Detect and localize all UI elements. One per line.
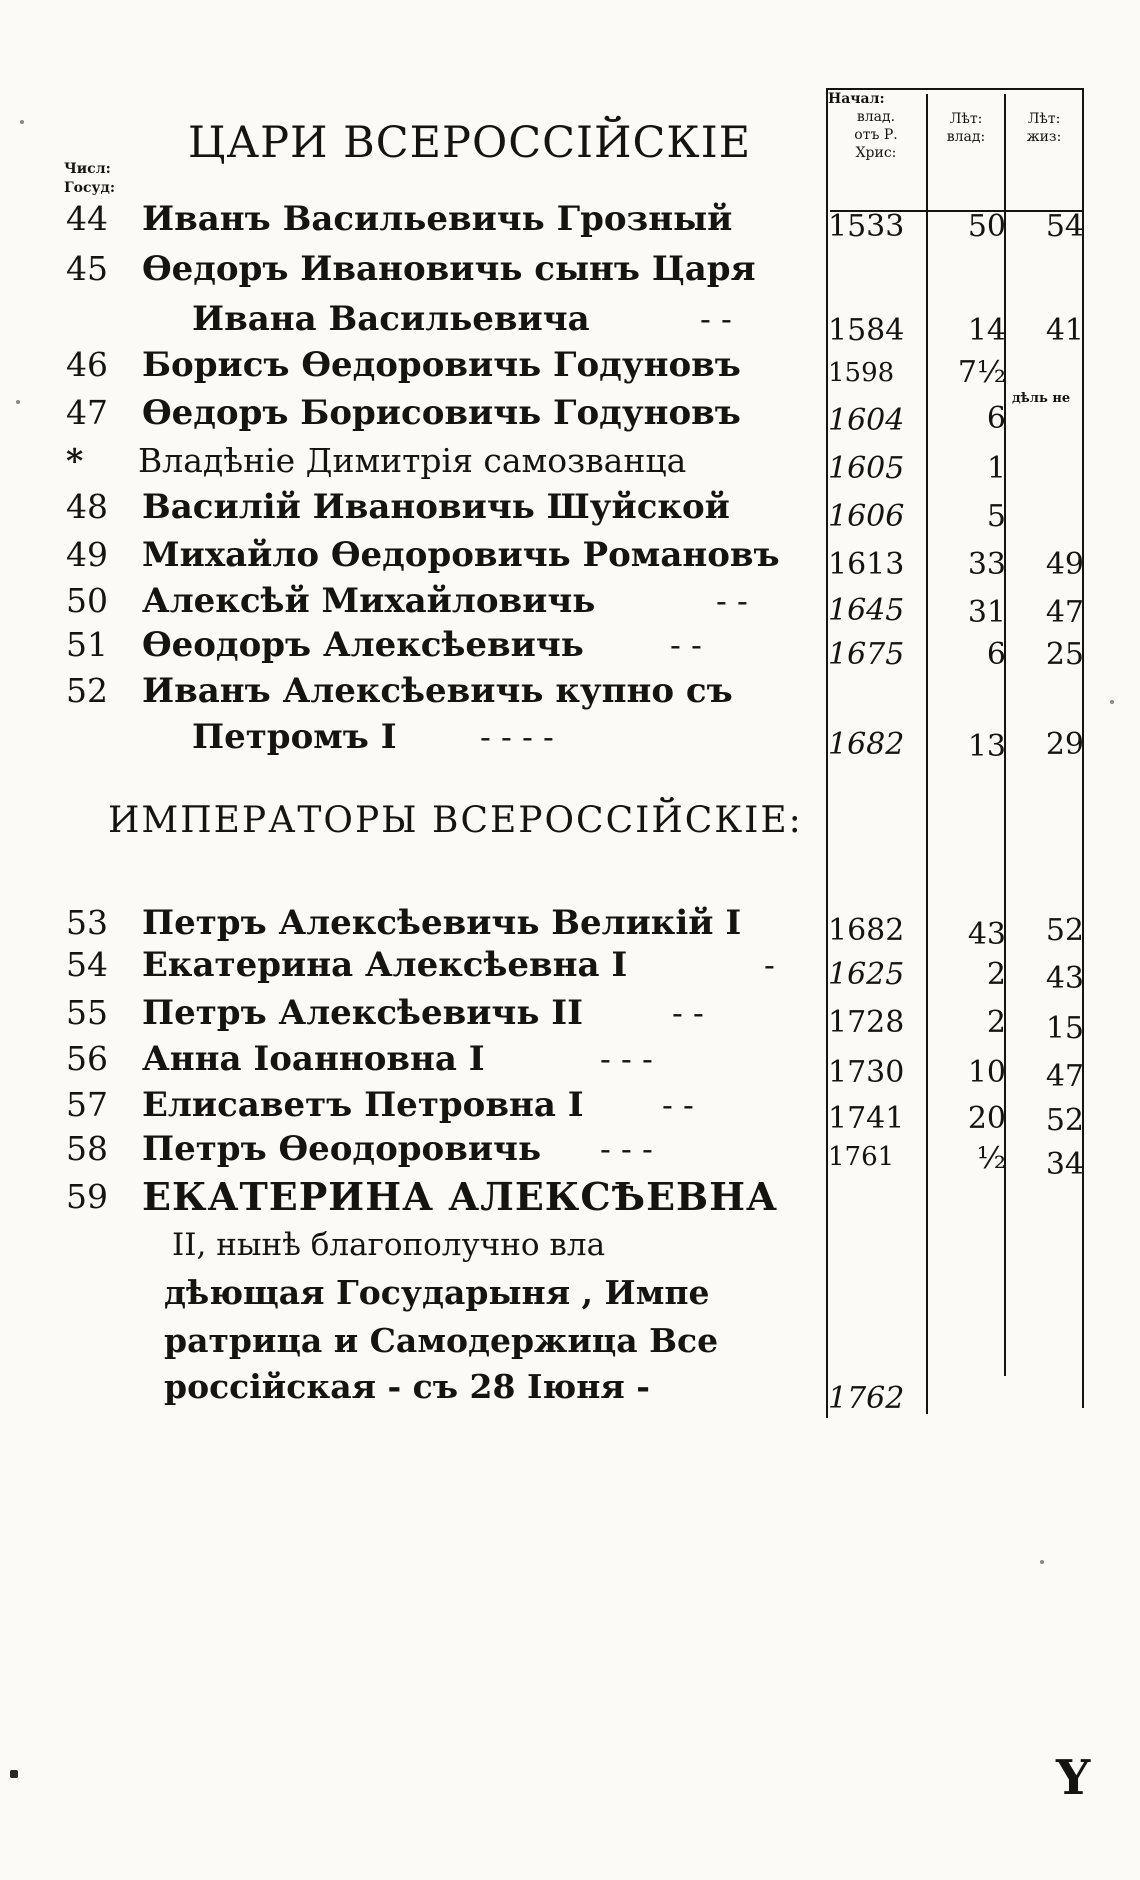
reign-start: 1675 xyxy=(828,637,905,672)
reign-years: 6 xyxy=(986,401,1006,436)
table-row xyxy=(0,1082,1140,1138)
ruler-number: 52 xyxy=(66,671,108,710)
table-row xyxy=(0,668,1140,714)
table-row-continuation xyxy=(0,714,1140,764)
table-row xyxy=(0,942,1140,996)
table-row-continuation xyxy=(0,1318,1140,1364)
ruler-number: 53 xyxy=(66,903,108,942)
table-row xyxy=(0,990,1140,1046)
ruler-name: ЕКАТЕРИНА АЛЕКСѢЕВНА xyxy=(142,1174,778,1219)
column-header-start: Начал: влад. отъ Р. Хрис: xyxy=(828,91,898,161)
ruler-name: Борисъ Ѳедоровичь Годуновъ xyxy=(142,345,741,385)
ruler-number: 58 xyxy=(66,1129,108,1168)
life-years: 34 xyxy=(1045,1147,1084,1182)
reign-start: 1762 xyxy=(828,1381,905,1416)
life-years: 47 xyxy=(1045,595,1084,630)
reign-years: 2 xyxy=(986,1005,1006,1040)
ruler-name: Петръ Алексѣевичь Великій I xyxy=(142,903,742,943)
reign-start: 1682 xyxy=(828,727,905,762)
ruler-name: Ѳедоръ Борисовичь Годуновъ xyxy=(142,393,741,433)
reign-start: 1606 xyxy=(828,499,905,534)
ruler-name-continued: Петромъ I xyxy=(192,717,397,757)
ruler-number: 55 xyxy=(66,993,108,1032)
table-row xyxy=(0,196,1140,242)
ruler-number: 56 xyxy=(66,1039,108,1078)
reign-years: 33 xyxy=(967,547,1006,582)
reign-start: 1613 xyxy=(828,547,905,582)
life-years: 43 xyxy=(1045,961,1084,996)
paper-speck xyxy=(10,1770,18,1778)
leader-dashes: - - - - xyxy=(480,718,554,756)
ruler-name-continued: Ивана Васильевича xyxy=(192,299,590,339)
table-row xyxy=(0,1036,1140,1094)
ruler-number: 45 xyxy=(66,249,108,288)
leader-dashes: - - xyxy=(670,626,702,664)
table-row-continuation xyxy=(0,1270,1140,1316)
reign-start: 1730 xyxy=(828,1055,905,1090)
reign-start: 1682 xyxy=(828,913,905,948)
ruler-title-line: ратрица и Самодержица Все xyxy=(164,1321,719,1360)
life-years: 41 xyxy=(1045,313,1084,348)
life-years: 29 xyxy=(1045,727,1084,762)
leader-dashes: - - - xyxy=(600,1040,653,1078)
reign-years: 6 xyxy=(986,637,1006,672)
table-row xyxy=(0,532,1140,582)
table-row xyxy=(0,1174,1140,1220)
reign-start: 1761 xyxy=(828,1142,895,1172)
column-header-reign: Лѣт: влад: xyxy=(946,111,986,145)
reign-years: 7½ xyxy=(957,355,1006,390)
ruler-number: 51 xyxy=(66,625,108,664)
ruler-name: Петръ Алексѣевичь II xyxy=(142,993,584,1033)
ruler-number: 50 xyxy=(66,581,108,620)
life-years: 54 xyxy=(1045,209,1084,244)
table-row xyxy=(0,342,1140,388)
ruler-name: Елисаветъ Петровна I xyxy=(142,1085,584,1125)
table-row xyxy=(0,246,1140,292)
table-row xyxy=(0,900,1140,952)
leader-dashes: - - xyxy=(716,582,748,620)
ruler-name: Ѳедоръ Ивановичь сынъ Царя xyxy=(142,249,756,289)
section-title: ИМПЕРАТОРЫ ВСЕРОССІЙСКІЕ: xyxy=(108,800,803,841)
column-header-age: Лѣт: жиз: xyxy=(1026,111,1062,145)
reign-years: 50 xyxy=(967,209,1006,244)
reign-years: 5 xyxy=(986,499,1006,534)
age-note: дѣль не xyxy=(1012,391,1071,406)
ruler-number: 47 xyxy=(66,393,108,432)
ruler-name: Василій Ивановичь Шуйской xyxy=(142,487,730,527)
reign-start: 1741 xyxy=(828,1101,905,1136)
reign-start: 1605 xyxy=(828,451,905,486)
leader-dashes: - - xyxy=(700,300,732,338)
reign-years: 20 xyxy=(967,1101,1006,1136)
ruler-number: 48 xyxy=(66,487,108,526)
ruler-number: 59 xyxy=(66,1177,108,1216)
ruler-title-line: россійская - съ 28 Іюня - xyxy=(164,1367,650,1406)
ruler-number: 44 xyxy=(66,199,108,238)
paper-speck xyxy=(1110,700,1114,704)
reign-start: 1598 xyxy=(828,358,895,388)
leader-dashes: - - - xyxy=(600,1130,653,1168)
ruler-name: Иванъ Васильевичь Грозный xyxy=(142,199,733,239)
ruler-title-line: дѣющая Государыня , Импе xyxy=(164,1273,710,1312)
ruler-name: Иванъ Алексѣевичь купно съ xyxy=(142,671,733,711)
table-row-continuation xyxy=(0,1364,1140,1416)
table-row xyxy=(0,1126,1140,1182)
paper-speck xyxy=(1040,1560,1044,1564)
reign-years: 31 xyxy=(967,595,1006,630)
ruler-number: 57 xyxy=(66,1085,108,1124)
reign-years: 2 xyxy=(986,957,1006,992)
leader-dashes: - - xyxy=(662,1086,694,1124)
table-row-continuation xyxy=(0,296,1140,348)
table-row xyxy=(0,484,1140,534)
ruler-number: 49 xyxy=(66,535,108,574)
life-years: 49 xyxy=(1045,547,1084,582)
reign-start: 1604 xyxy=(828,403,905,438)
table-row xyxy=(0,622,1140,672)
ruler-title-line: II, нынѣ благополучно вла xyxy=(172,1227,606,1263)
life-years: 52 xyxy=(1045,1103,1084,1138)
ruler-name: Алексѣй Михайловичь xyxy=(142,581,596,621)
page-title: ЦАРИ ВСЕРОССІЙСКІЕ xyxy=(188,118,752,168)
table-row xyxy=(0,438,1140,484)
ruler-number: 54 xyxy=(66,945,108,984)
reign-start: 1645 xyxy=(828,593,905,628)
ruler-number: * xyxy=(66,441,84,480)
ruler-name: Петръ Ѳеодоровичь xyxy=(142,1129,542,1169)
table-row xyxy=(0,578,1140,630)
reign-years: 1 xyxy=(986,451,1006,486)
paper-speck xyxy=(20,120,24,124)
signature-mark: Y xyxy=(1056,1750,1091,1806)
ruler-name: Ѳеодоръ Алексѣевичь xyxy=(142,625,584,665)
reign-years: 14 xyxy=(967,313,1006,348)
reign-start: 1533 xyxy=(828,209,905,244)
reign-years: 13 xyxy=(967,729,1006,764)
ruler-name: Михайло Ѳедоровичь Романовъ xyxy=(142,535,780,575)
ruler-number: 46 xyxy=(66,345,108,384)
ruler-name: Анна Іоанновна I xyxy=(142,1039,485,1079)
life-years: 52 xyxy=(1045,913,1084,948)
life-years: 25 xyxy=(1045,637,1084,672)
reign-start: 1584 xyxy=(828,313,905,348)
table-row-continuation xyxy=(0,1222,1140,1268)
life-years: 47 xyxy=(1045,1059,1084,1094)
ruler-name: Владѣніе Димитрія самозванца xyxy=(138,441,687,480)
life-years: 15 xyxy=(1045,1011,1084,1046)
leader-dashes: - - xyxy=(672,994,704,1032)
leader-dashes: - xyxy=(764,946,775,984)
paper-speck xyxy=(16,400,20,404)
reign-years: 10 xyxy=(967,1055,1006,1090)
reign-years: 43 xyxy=(967,917,1006,952)
reign-start: 1728 xyxy=(828,1005,905,1040)
number-column-label: Числ: Госуд: xyxy=(64,161,115,196)
ruler-name: Екатерина Алексѣевна I xyxy=(142,945,628,985)
reign-years: ½ xyxy=(976,1141,1006,1176)
table-row xyxy=(0,390,1140,436)
reign-start: 1625 xyxy=(828,957,905,992)
